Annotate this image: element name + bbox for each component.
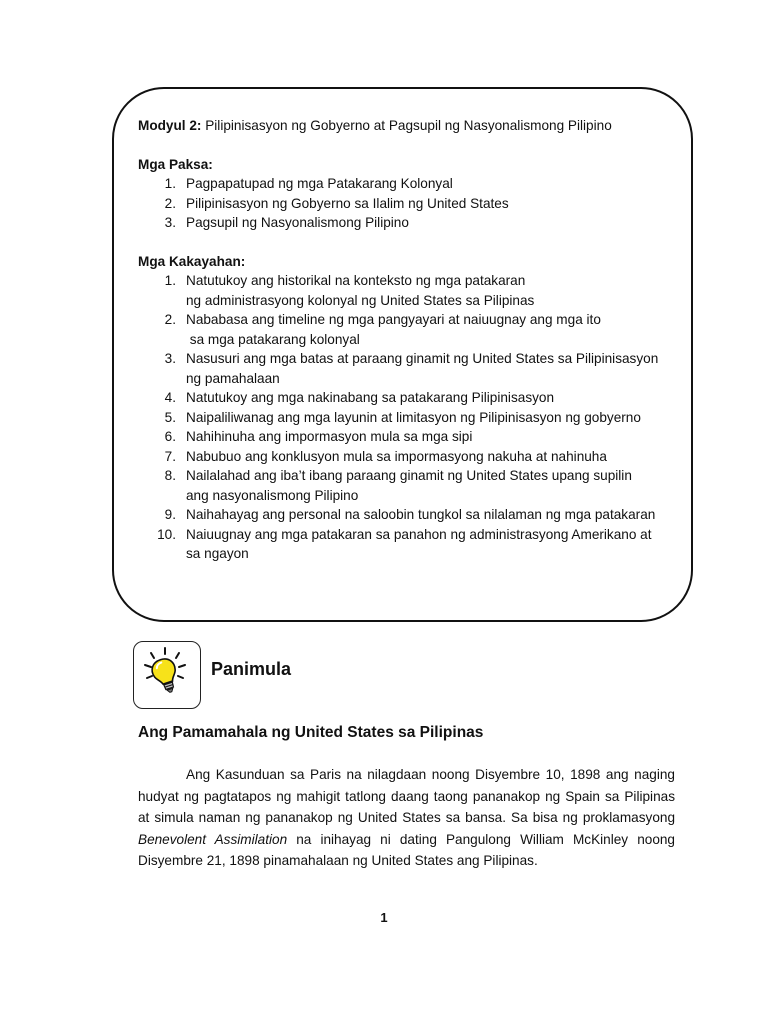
skill-text-line1: Nailalahad ang iba’t ibang paraang ginamit ng United States upang supilin (186, 468, 632, 483)
topic-text: Pilipinisasyon ng Gobyerno sa Ilalim ng United States (186, 195, 509, 211)
skill-item (138, 427, 688, 447)
skill-text-line1: Naiuugnay ang mga patakaran sa panahon ng administrasyong Amerikano at (186, 526, 652, 542)
skill-text-line2: ng administrasyong kolonyal ng United States sa Pilipinas (186, 292, 535, 308)
skill-number: 7. (164, 448, 176, 464)
intro-heading: Panimula (211, 659, 292, 679)
skills-list (138, 271, 688, 564)
topic-text: Pagpapatupad ng mga Patakarang Kolonyal (186, 176, 453, 191)
skill-number: 4. (164, 390, 176, 405)
lightbulb-icon-box (133, 641, 201, 709)
topic-item (138, 194, 688, 214)
skill-text-line1: Nabubuo ang konklusyon mula sa impormasyong nakuha at nahinuha (186, 448, 607, 464)
skill-item (138, 310, 688, 349)
topic-number: 1. (164, 176, 176, 191)
skill-text-line2: ang nasyonalismong Pilipino (186, 487, 359, 503)
skill-item (138, 271, 688, 310)
skill-text-line2: sa ngayon (186, 546, 249, 561)
section-title: Ang Pamamahala ng United States sa Pilipinas (138, 724, 484, 741)
skill-number: 3. (164, 351, 176, 366)
skill-text-line1: Nasusuri ang mga batas at paraang ginamit ng United States sa Pilipinisasyon (186, 351, 659, 366)
skill-item (138, 466, 688, 505)
topic-number: 2. (164, 195, 176, 211)
skill-number: 1. (164, 273, 176, 288)
skill-text-line1: Nababasa ang timeline ng mga pangyayari at naiuugnay ang mga ito (186, 312, 601, 327)
skill-item (138, 408, 688, 428)
skill-item (138, 349, 688, 388)
module-label: Modyul 2: (138, 118, 202, 133)
skill-text-line2: sa mga patakarang kolonyal (186, 331, 360, 347)
skill-text-line1: Naihahayag ang personal na saloobin tungkol sa nilalaman ng mga patakaran (186, 507, 656, 522)
topic-text: Pagsupil ng Nasyonalismong Pilipino (186, 215, 409, 230)
skill-number: 8. (164, 468, 176, 483)
skill-text-line2: ng pamahalaan (186, 370, 280, 386)
topics-heading: Mga Paksa: (138, 156, 213, 172)
module-title: Pilipinisasyon ng Gobyerno at Pagsupil ng Nasyonalismong Pilipino (201, 118, 612, 133)
skill-text-line1: Naipaliliwanag ang mga layunin at limitasyon ng Pilipinisasyon ng gobyerno (186, 409, 641, 425)
skill-number: 5. (164, 409, 176, 425)
skill-number: 2. (164, 312, 176, 327)
lightbulb-icon (134, 642, 200, 708)
topic-item (138, 174, 688, 194)
topics-list (138, 174, 688, 233)
topic-number: 3. (164, 215, 176, 230)
module-title-line (138, 116, 688, 136)
skill-text-line1: Natutukoy ang historikal na konteksto ng mga patakaran (186, 273, 526, 288)
skill-item (138, 525, 688, 564)
module-content (138, 116, 688, 564)
paragraph-text-1: Ang Kasunduan sa Paris na nilagdaan noong Disyembre 10, 1898 ang naging hudyat ng pagtatapos ng mahigit tatlong daang taong pananakop ng Spain sa Pilipinas at simula naman ng pananakop ng United States sa bansa. Sa bisa ng proklamasyong (138, 767, 675, 825)
skill-number: 6. (164, 429, 176, 444)
skill-text-line1: Nahihinuha ang impormasyon mula sa mga sipi (186, 429, 473, 444)
skill-item (138, 388, 688, 408)
paragraph-italic: Benevolent Assimilation (138, 831, 288, 847)
page-number: 1 (380, 910, 388, 925)
skill-item (138, 505, 688, 525)
section-paragraph (138, 764, 675, 872)
topic-item (138, 213, 688, 233)
skills-heading: Mga Kakayahan: (138, 253, 246, 269)
skill-item (138, 447, 688, 467)
skill-number: 9. (164, 507, 176, 522)
skill-number: 10. (157, 526, 176, 542)
paragraph-text-2: na inihayag ni dating Pangulong William McKinley noong Disyembre 21, 1898 pinamahalaan ng United States ang Pilipinas. (138, 831, 675, 868)
skill-text-line1: Natutukoy ang mga nakinabang sa patakarang Pilipinisasyon (186, 390, 555, 405)
